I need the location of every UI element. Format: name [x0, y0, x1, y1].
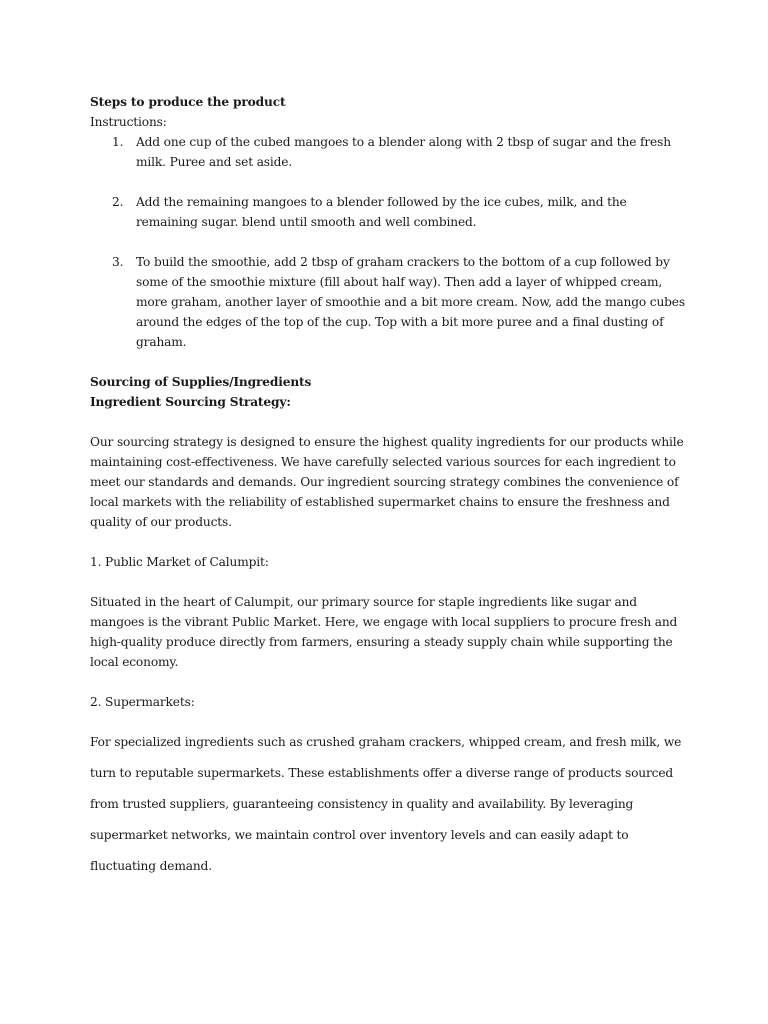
source2-paragraph: For specialized ingredients such as crushed graham crackers, whipped cream, and fresh milk, we turn to reputable supermarkets. These establishments offer a diverse range of products sourced from trusted suppliers, guaranteeing consistency in quality and availability. By leveraging supermarket networks, we maintain control over inventory levels and can easily adapt to fluctuating demand. [90, 735, 682, 873]
steps-list [90, 132, 690, 352]
source1-paragraph: Situated in the heart of Calumpit, our primary source for staple ingredients like sugar and mangoes is the vibrant Public Market. Here, we engage with local suppliers to procure fresh and high-quality produce directly from farmers, ensuring a steady supply chain while supporting the local economy. [90, 595, 678, 669]
step-number: 2. [112, 195, 124, 209]
source1-heading: 1. Public Market of Calumpit: [90, 555, 269, 569]
list-item [90, 192, 690, 232]
strategy-heading: Ingredient Sourcing Strategy: [90, 395, 291, 409]
list-item [90, 252, 690, 352]
step-text: Add the remaining mangoes to a blender followed by the ice cubes, milk, and the remaining sugar. blend until smooth and well combined. [136, 195, 627, 229]
source2-heading: 2. Supermarkets: [90, 695, 195, 709]
steps-heading: Steps to produce the product [90, 95, 286, 109]
step-number: 1. [112, 135, 124, 149]
strategy-paragraph: Our sourcing strategy is designed to ensure the highest quality ingredients for our products while maintaining cost-effectiveness. We have carefully selected various sources for each ingredient to meet our standards and demands. Our ingredient sourcing strategy combines the convenience of local markets with the reliability of established supermarket chains to ensure the freshness and quality of our products. [90, 435, 684, 529]
sourcing-heading: Sourcing of Supplies/Ingredients [90, 375, 312, 389]
step-number: 3. [112, 255, 124, 269]
instructions-label: Instructions: [90, 115, 167, 129]
document-page [90, 92, 690, 882]
step-text: Add one cup of the cubed mangoes to a blender along with 2 tbsp of sugar and the fresh milk. Puree and set aside. [136, 135, 671, 169]
step-text: To build the smoothie, add 2 tbsp of graham crackers to the bottom of a cup followed by some of the smoothie mixture (fill about half way). Then add a layer of whipped cream, more graham, another layer of smoothie and a bit more cream. Now, add the mango cubes around the edges of the top of the cup. Top with a bit more puree and a final dusting of graham. [136, 255, 685, 349]
list-item [90, 132, 690, 172]
